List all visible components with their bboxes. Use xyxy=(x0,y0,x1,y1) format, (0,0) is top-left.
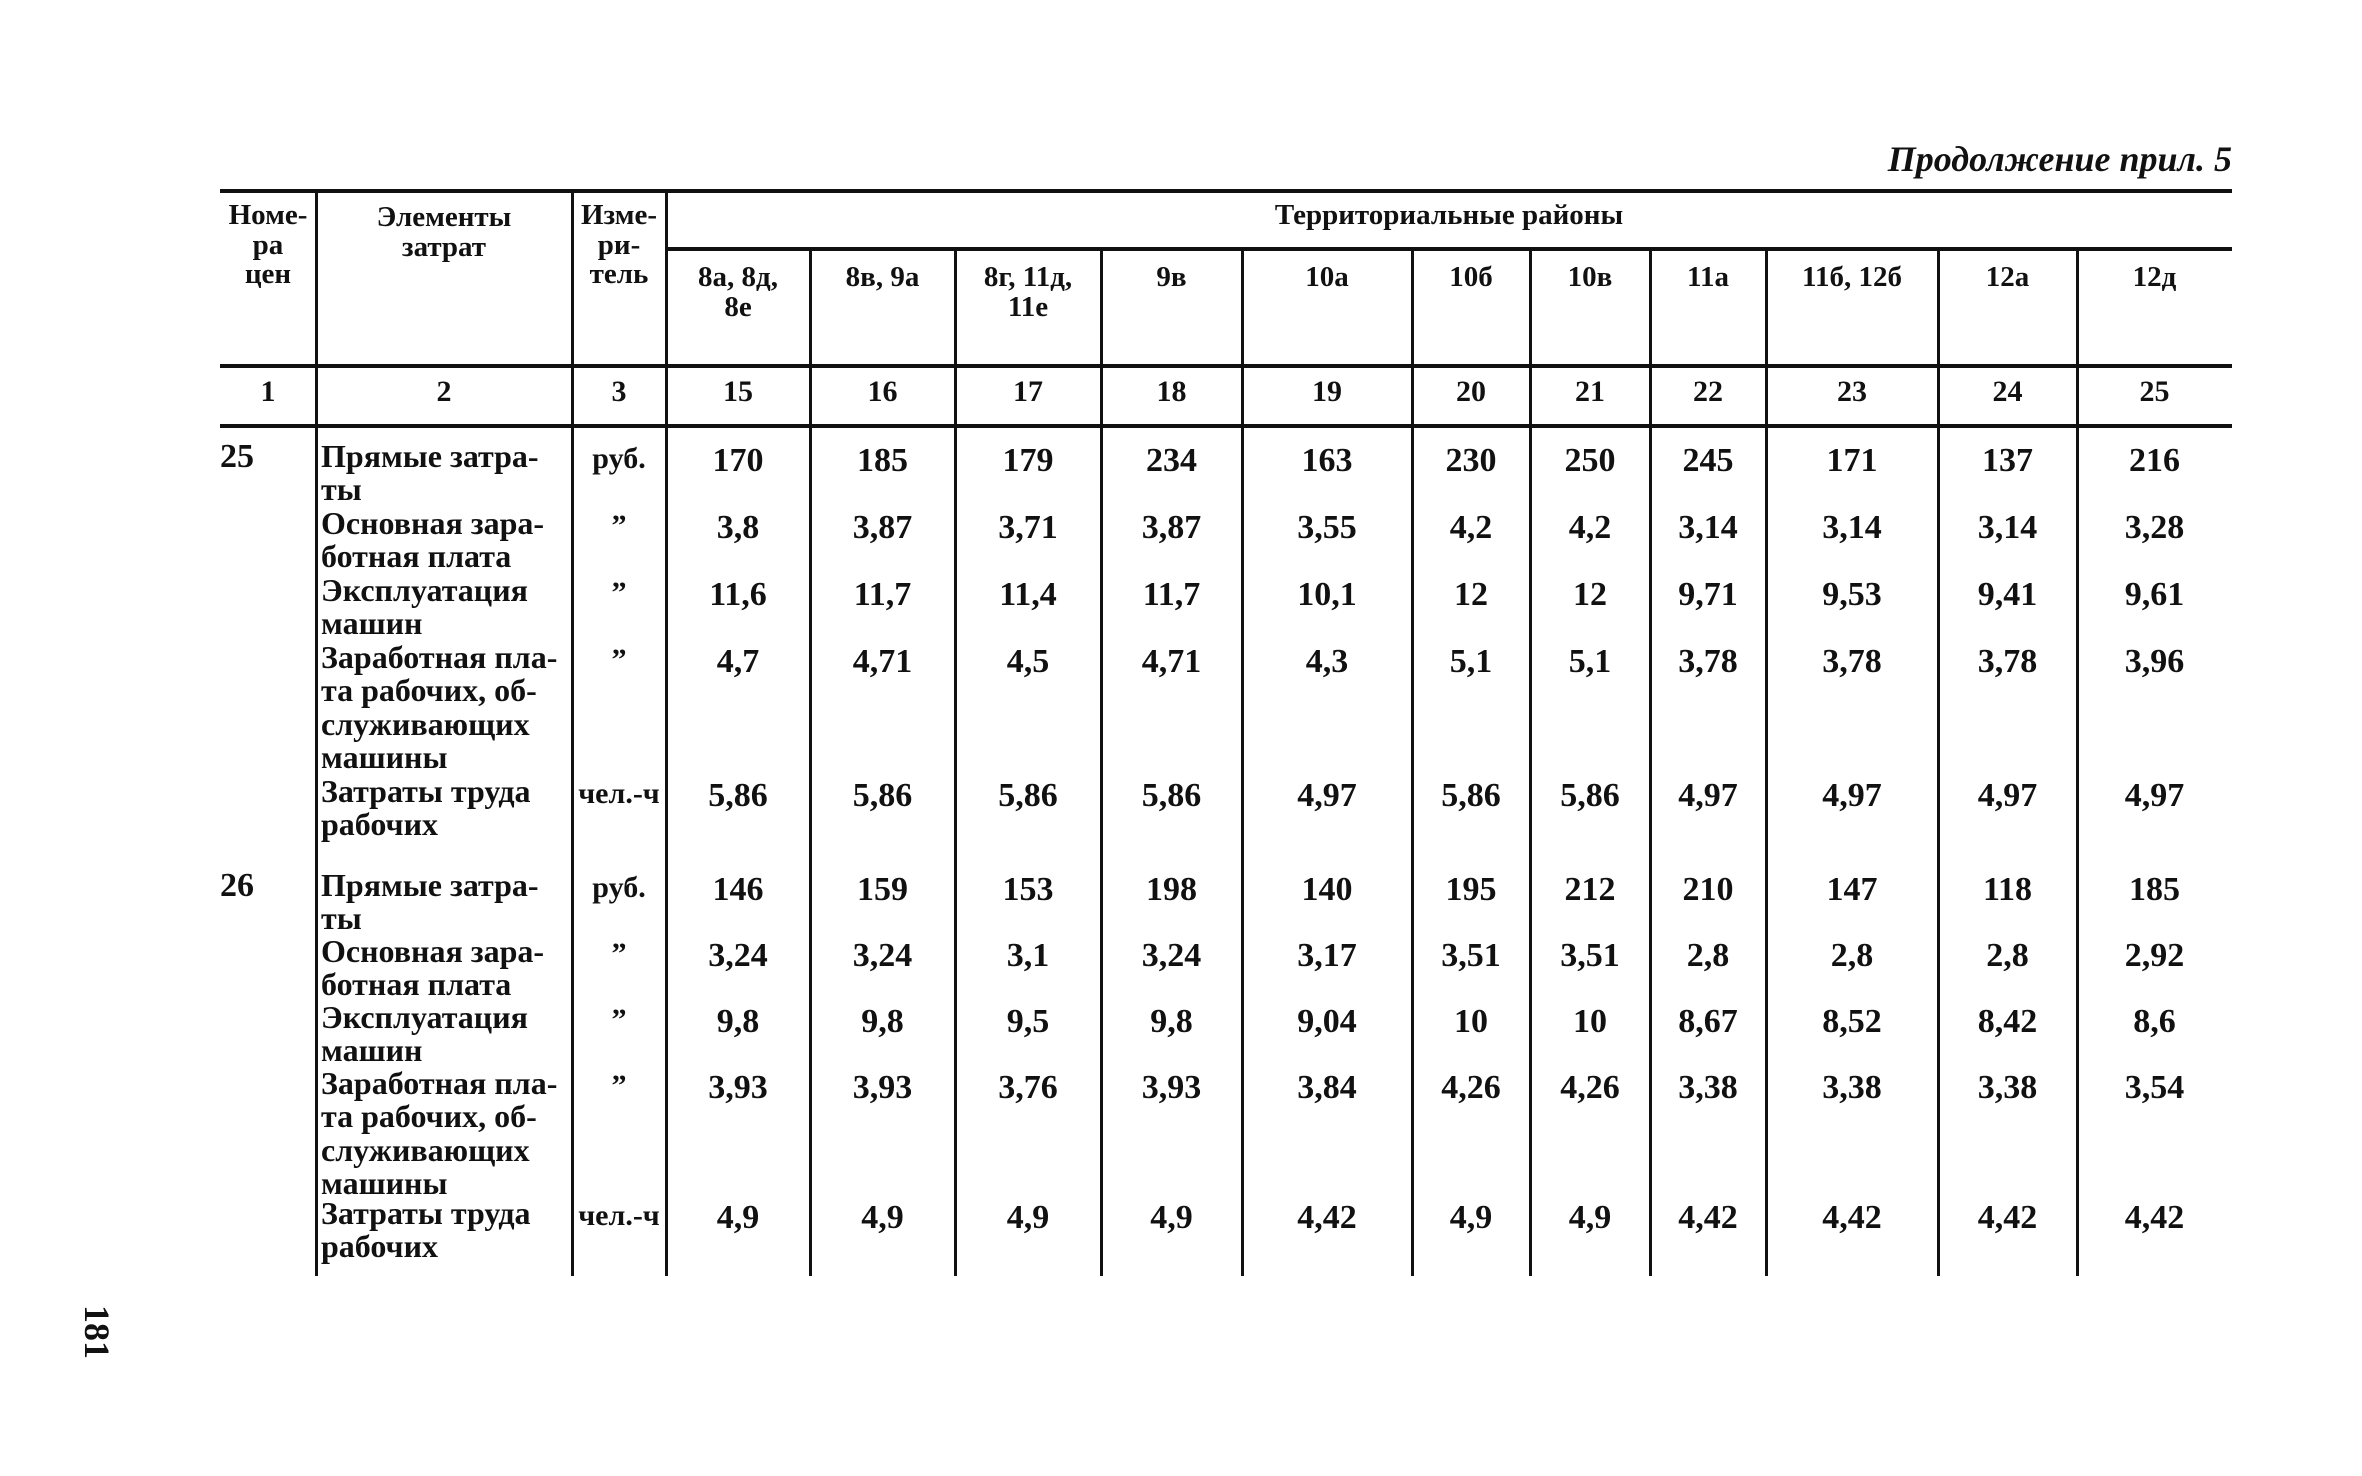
column-number: 22 xyxy=(1693,375,1723,408)
header-bottom-rule xyxy=(220,364,2232,368)
value-cell: 5,86 xyxy=(708,777,768,814)
unit-cell: ” xyxy=(611,1069,627,1102)
cost-element: Эксплуатация машин xyxy=(321,999,528,1069)
value-cell: 9,71 xyxy=(1678,576,1738,613)
value-cell: 147 xyxy=(1826,871,1878,908)
value-cell: 140 xyxy=(1301,871,1353,908)
column-number: 2 xyxy=(436,375,452,408)
column-number: 1 xyxy=(260,375,276,408)
value-cell: 250 xyxy=(1564,442,1616,479)
value-cell: 10 xyxy=(1573,1003,1607,1040)
header-elements: Элементы затрат xyxy=(376,201,512,263)
value-cell: 3,78 xyxy=(1977,643,2038,680)
column-divider xyxy=(315,189,318,1276)
value-cell: 4,97 xyxy=(1678,777,1738,814)
value-cell: 9,8 xyxy=(1150,1003,1193,1040)
value-cell: 195 xyxy=(1445,871,1497,908)
value-cell: 4,42 xyxy=(2124,1199,2185,1236)
value-cell: 2,8 xyxy=(1686,937,1730,974)
header-region: 12а xyxy=(1985,261,2030,293)
value-cell: 5,86 xyxy=(998,777,1058,814)
value-cell: 179 xyxy=(1002,442,1054,479)
value-cell: 118 xyxy=(1982,871,2033,908)
value-cell: 9,5 xyxy=(1006,1003,1050,1040)
value-cell: 3,38 xyxy=(1977,1069,2038,1106)
value-cell: 4,71 xyxy=(852,643,913,680)
value-cell: 9,61 xyxy=(2124,576,2185,613)
value-cell: 3,14 xyxy=(1977,509,2038,546)
value-cell: 5,86 xyxy=(1560,777,1620,814)
value-cell: 4,71 xyxy=(1141,643,1202,680)
value-cell: 9,8 xyxy=(861,1003,904,1040)
value-cell: 3,78 xyxy=(1678,643,1738,680)
page-caption: Продолжение прил. 5 xyxy=(1887,139,2232,179)
column-number: 24 xyxy=(1992,375,2023,408)
header-region: 10в xyxy=(1567,261,1613,293)
cost-element: Заработная пла- та рабочих, об- служивающих машины xyxy=(321,1065,558,1201)
value-cell: 3,14 xyxy=(1678,509,1738,546)
value-cell: 3,24 xyxy=(1141,937,1202,974)
header-region: 12д xyxy=(2132,261,2177,293)
header-number: Номе- ра цен xyxy=(228,199,308,291)
header-region: 8г, 11д, 11е xyxy=(983,261,1073,323)
value-cell: 163 xyxy=(1301,442,1353,479)
value-cell: 5,86 xyxy=(1141,777,1202,814)
cost-table xyxy=(220,189,2232,1276)
value-cell: 11,6 xyxy=(709,576,767,613)
column-number: 15 xyxy=(723,375,753,408)
value-cell: 4,9 xyxy=(1150,1199,1193,1236)
value-cell: 3,38 xyxy=(1822,1069,1882,1106)
value-cell: 4,9 xyxy=(1449,1199,1493,1236)
colnum-bottom-rule xyxy=(220,424,2232,428)
value-cell: 170 xyxy=(712,442,764,479)
value-cell: 4,42 xyxy=(1977,1199,2038,1236)
value-cell: 159 xyxy=(857,871,908,908)
header-region: 10б xyxy=(1449,261,1493,293)
value-cell: 230 xyxy=(1445,442,1497,479)
value-cell: 3,51 xyxy=(1441,937,1501,974)
value-cell: 2,8 xyxy=(1986,937,2029,974)
value-cell: 171 xyxy=(1826,442,1878,479)
value-cell: 3,55 xyxy=(1297,509,1357,546)
cost-element: Основная зара- ботная плата xyxy=(321,933,545,1003)
value-cell: 4,26 xyxy=(1441,1069,1501,1106)
value-cell: 216 xyxy=(2129,442,2180,479)
value-cell: 153 xyxy=(1002,871,1054,908)
value-cell: 4,9 xyxy=(716,1199,760,1236)
value-cell: 4,26 xyxy=(1560,1069,1620,1106)
header-region: 10а xyxy=(1305,261,1349,293)
value-cell: 2,8 xyxy=(1830,937,1874,974)
cost-element: Затраты труда рабочих xyxy=(321,1195,531,1265)
unit-cell: руб. xyxy=(592,871,646,904)
value-cell: 212 xyxy=(1564,871,1616,908)
value-cell: 3,8 xyxy=(716,509,760,546)
group-header-rule xyxy=(666,247,2232,251)
column-number: 3 xyxy=(611,375,627,408)
value-cell: 4,97 xyxy=(1977,777,2038,814)
value-cell: 3,54 xyxy=(2124,1069,2185,1106)
unit-cell: ” xyxy=(611,509,627,542)
value-cell: 137 xyxy=(1982,442,2033,479)
value-cell: 4,9 xyxy=(1568,1199,1612,1236)
value-cell: 9,04 xyxy=(1297,1003,1357,1040)
value-cell: 4,97 xyxy=(1297,777,1357,814)
column-divider xyxy=(571,189,574,1276)
value-cell: 3,78 xyxy=(1822,643,1882,680)
value-cell: 4,2 xyxy=(1449,509,1493,546)
value-cell: 3,76 xyxy=(998,1069,1058,1106)
value-cell: 3,84 xyxy=(1297,1069,1357,1106)
cost-element: Прямые затра- ты xyxy=(321,438,539,508)
value-cell: 9,41 xyxy=(1977,576,2038,613)
column-number: 18 xyxy=(1156,375,1187,408)
value-cell: 5,86 xyxy=(1441,777,1501,814)
value-cell: 4,9 xyxy=(861,1199,904,1236)
value-cell: 3,1 xyxy=(1006,937,1050,974)
value-cell: 9,53 xyxy=(1822,576,1882,613)
column-number: 17 xyxy=(1013,375,1043,408)
value-cell: 10,1 xyxy=(1297,576,1357,613)
value-cell: 9,8 xyxy=(716,1003,760,1040)
header-region: 11б, 12б xyxy=(1802,261,1902,293)
value-cell: 2,92 xyxy=(2124,937,2185,974)
column-number: 23 xyxy=(1837,375,1867,408)
header-region: 8а, 8д, 8е xyxy=(698,261,778,323)
value-cell: 11,7 xyxy=(853,576,912,613)
column-number: 25 xyxy=(2139,375,2170,408)
table-top-rule xyxy=(220,189,2232,193)
value-cell: 8,52 xyxy=(1822,1003,1882,1040)
column-number: 21 xyxy=(1575,375,1605,408)
unit-cell: ” xyxy=(611,937,627,970)
header-regions-title: Территориальные районы xyxy=(1274,199,1624,231)
value-cell: 3,93 xyxy=(852,1069,913,1106)
price-number: 26 xyxy=(220,867,254,904)
value-cell: 3,24 xyxy=(852,937,913,974)
header-region: 11а xyxy=(1687,261,1729,293)
value-cell: 146 xyxy=(712,871,764,908)
value-cell: 3,14 xyxy=(1822,509,1882,546)
value-cell: 3,96 xyxy=(2124,643,2185,680)
value-cell: 8,6 xyxy=(2133,1003,2176,1040)
value-cell: 185 xyxy=(857,442,908,479)
value-cell: 3,38 xyxy=(1678,1069,1738,1106)
unit-cell: ” xyxy=(611,1003,627,1036)
value-cell: 8,42 xyxy=(1977,1003,2038,1040)
value-cell: 5,86 xyxy=(852,777,913,814)
header-region: 8в, 9а xyxy=(845,261,920,293)
cost-element: Заработная пла- та рабочих, об- служивающих машины xyxy=(321,639,558,775)
value-cell: 4,9 xyxy=(1006,1199,1050,1236)
value-cell: 185 xyxy=(2129,871,2180,908)
value-cell: 3,24 xyxy=(708,937,768,974)
value-cell: 4,2 xyxy=(1568,509,1612,546)
value-cell: 4,42 xyxy=(1822,1199,1882,1236)
value-cell: 3,51 xyxy=(1560,937,1620,974)
unit-cell: ” xyxy=(611,643,627,676)
value-cell: 3,17 xyxy=(1297,937,1357,974)
value-cell: 12 xyxy=(1454,576,1488,613)
unit-cell: ” xyxy=(611,576,627,609)
unit-cell: чел.-ч xyxy=(578,777,660,810)
column-number: 20 xyxy=(1456,375,1486,408)
value-cell: 245 xyxy=(1682,442,1734,479)
cost-element: Прямые затра- ты xyxy=(321,867,539,937)
value-cell: 4,42 xyxy=(1678,1199,1738,1236)
cost-element: Затраты труда рабочих xyxy=(321,773,531,843)
value-cell: 3,71 xyxy=(998,509,1058,546)
unit-cell: руб. xyxy=(592,442,646,475)
column-number: 16 xyxy=(867,375,898,408)
page-number: 181 xyxy=(77,1305,117,1359)
header-region: 9в xyxy=(1156,261,1187,293)
value-cell: 5,1 xyxy=(1568,643,1612,680)
value-cell: 4,97 xyxy=(1822,777,1882,814)
value-cell: 210 xyxy=(1682,871,1734,908)
value-cell: 234 xyxy=(1146,442,1197,479)
unit-cell: чел.-ч xyxy=(578,1199,660,1232)
value-cell: 4,97 xyxy=(2124,777,2185,814)
value-cell: 8,67 xyxy=(1678,1003,1738,1040)
value-cell: 11,7 xyxy=(1142,576,1201,613)
value-cell: 3,87 xyxy=(852,509,913,546)
cost-element: Основная зара- ботная плата xyxy=(321,505,545,575)
value-cell: 10 xyxy=(1454,1003,1488,1040)
column-divider xyxy=(665,189,668,1276)
value-cell: 11,4 xyxy=(999,576,1057,613)
header-unit: Изме- ри- тель xyxy=(580,199,658,291)
value-cell: 3,28 xyxy=(2124,509,2185,546)
value-cell: 4,5 xyxy=(1006,643,1050,680)
value-cell: 198 xyxy=(1146,871,1197,908)
cost-element: Эксплуатация машин xyxy=(321,572,528,642)
column-number: 19 xyxy=(1312,375,1342,408)
value-cell: 4,7 xyxy=(716,643,760,680)
value-cell: 12 xyxy=(1573,576,1607,613)
price-number: 25 xyxy=(220,438,254,475)
value-cell: 4,42 xyxy=(1297,1199,1357,1236)
value-cell: 4,3 xyxy=(1305,643,1349,680)
value-cell: 3,93 xyxy=(708,1069,768,1106)
value-cell: 3,87 xyxy=(1141,509,1202,546)
value-cell: 3,93 xyxy=(1141,1069,1202,1106)
value-cell: 5,1 xyxy=(1449,643,1493,680)
